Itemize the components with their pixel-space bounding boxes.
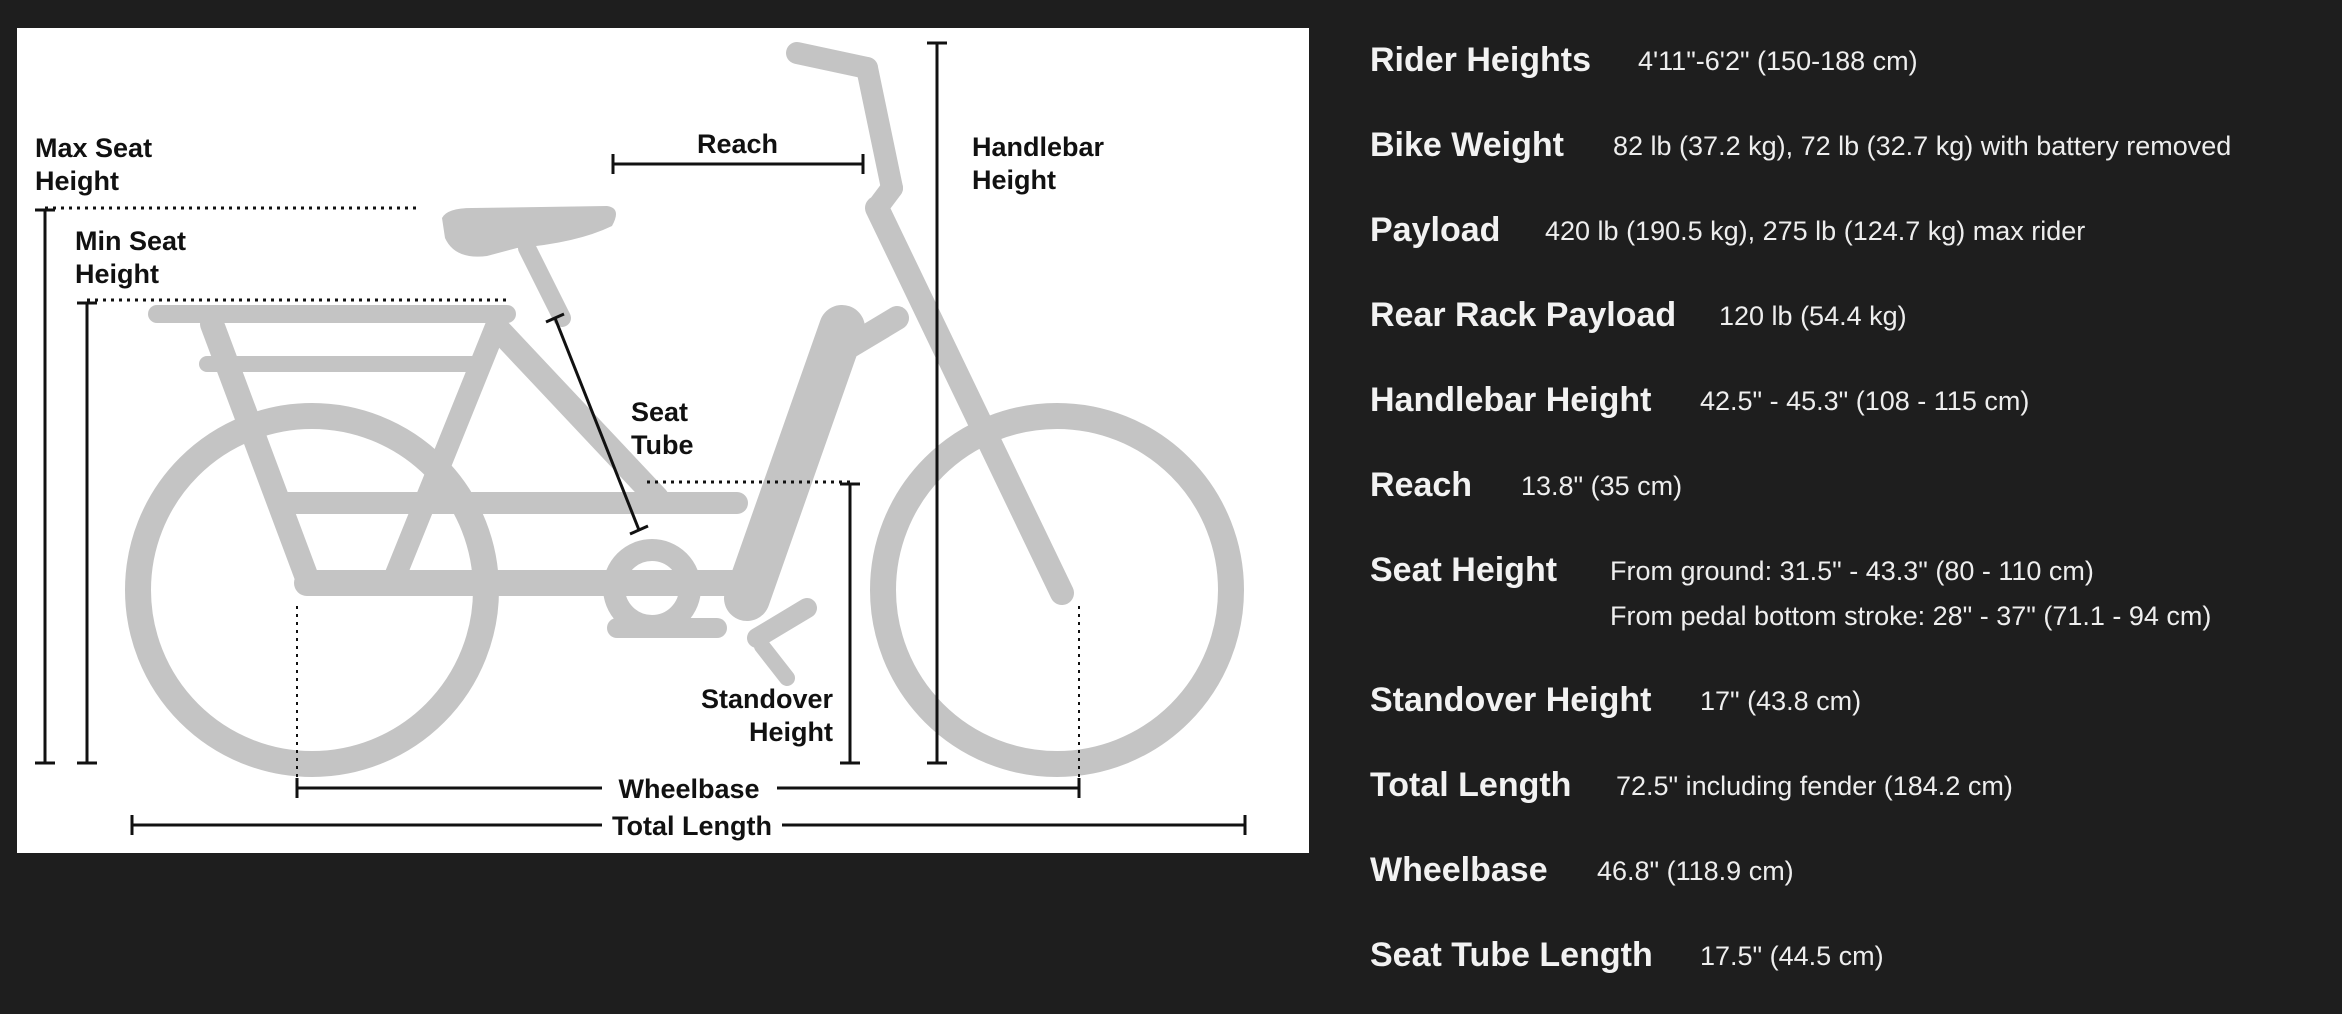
max-seat-height-label-line2: Height (35, 166, 119, 196)
spec-label: Rider Heights (1370, 41, 1592, 79)
min-seat-height-label-line2: Height (75, 259, 159, 289)
spec-label: Rear Rack Payload (1370, 296, 1677, 334)
spec-label: Bike Weight (1370, 126, 1564, 164)
spec-value: 17.5" (44.5 cm) (1700, 941, 1884, 971)
spec-value: From ground: 31.5" - 43.3" (80 - 110 cm) (1610, 556, 2094, 586)
spec-value: 4'11"-6'2" (150-188 cm) (1638, 46, 1918, 76)
spec-value: 420 lb (190.5 kg), 275 lb (124.7 kg) max rider (1545, 216, 2086, 246)
spec-label: Standover Height (1370, 681, 1652, 719)
spec-value: 17" (43.8 cm) (1700, 686, 1862, 716)
wheelbase-label: Wheelbase (618, 774, 760, 804)
spec-value: 42.5" - 45.3" (108 - 115 cm) (1700, 386, 2030, 416)
standover-height-label-line2: Height (749, 717, 833, 747)
handlebar-height-label-line2: Height (972, 165, 1056, 195)
spec-label: Total Length (1370, 766, 1572, 804)
max-seat-height-label-line1: Max Seat (35, 133, 153, 163)
standover-height-label-line1: Standover (700, 684, 833, 714)
spec-label: Handlebar Height (1370, 381, 1652, 419)
spec-label: Payload (1370, 211, 1501, 249)
spec-label: Wheelbase (1370, 851, 1548, 889)
spec-value-secondary: From pedal bottom stroke: 28" - 37" (71.1 - 94 cm) (1610, 601, 2212, 631)
bike-geometry-diagram (17, 28, 1309, 853)
spec-value: 72.5" including fender (184.2 cm) (1616, 771, 2013, 801)
spec-label: Reach (1370, 466, 1473, 504)
min-seat-height-label-line1: Min Seat (75, 226, 187, 256)
spec-value: 120 lb (54.4 kg) (1719, 301, 1907, 331)
total-length-label: Total Length (612, 811, 772, 841)
spec-value: 13.8" (35 cm) (1521, 471, 1683, 501)
reach-label: Reach (697, 129, 779, 159)
spec-label: Seat Height (1370, 551, 1558, 589)
seat-tube-label-line2: Tube (631, 430, 694, 460)
spec-value: 82 lb (37.2 kg), 72 lb (32.7 kg) with battery removed (1613, 131, 2232, 161)
handlebar-height-label-line1: Handlebar (972, 132, 1105, 162)
seat-tube-label-line1: Seat (631, 397, 689, 427)
spec-list (1370, 0, 2330, 1014)
spec-label: Seat Tube Length (1370, 936, 1653, 974)
spec-value: 46.8" (118.9 cm) (1597, 856, 1794, 886)
